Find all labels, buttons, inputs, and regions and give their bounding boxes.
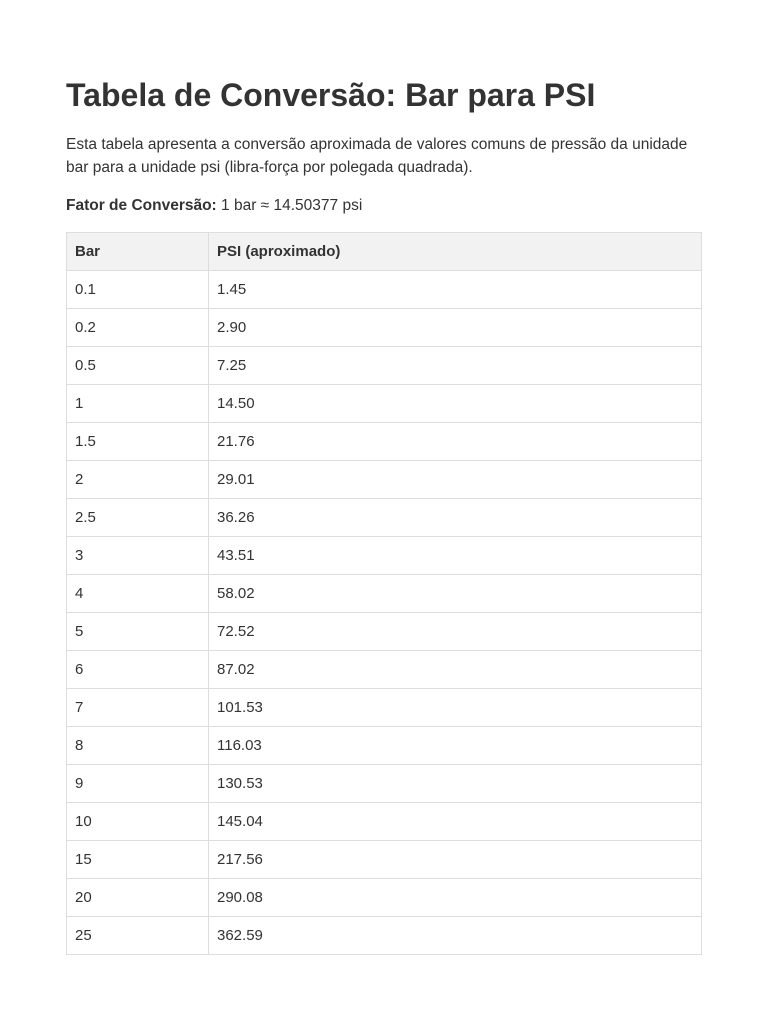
cell-psi: 58.02 [209, 575, 702, 613]
cell-psi: 72.52 [209, 613, 702, 651]
table-row [67, 423, 702, 461]
cell-psi: 87.02 [209, 651, 702, 689]
conversion-table [66, 232, 702, 955]
cell-bar: 8 [67, 727, 209, 765]
table-row [67, 879, 702, 917]
table-row [67, 765, 702, 803]
cell-bar: 2.5 [67, 499, 209, 537]
page-title: Tabela de Conversão: Bar para PSI [66, 77, 596, 113]
cell-psi: 14.50 [209, 385, 702, 423]
header-bar: Bar [67, 233, 209, 271]
table-row [67, 385, 702, 423]
table-row [67, 613, 702, 651]
cell-bar: 7 [67, 689, 209, 727]
cell-psi: 7.25 [209, 347, 702, 385]
intro-paragraph: Esta tabela apresenta a conversão aproximada de valores comuns de pressão da unidade bar para a unidade psi (libra-força por polegada quadrada). [66, 136, 688, 176]
table-row [67, 651, 702, 689]
table-row [67, 689, 702, 727]
table-body [67, 271, 702, 955]
table-row [67, 803, 702, 841]
cell-psi: 101.53 [209, 689, 702, 727]
cell-bar: 0.1 [67, 271, 209, 309]
table-row [67, 537, 702, 575]
table-row [67, 271, 702, 309]
cell-bar: 9 [67, 765, 209, 803]
cell-psi: 217.56 [209, 841, 702, 879]
conversion-factor-value: 1 bar ≈ 14.50377 psi [216, 197, 363, 214]
table-row [67, 917, 702, 955]
cell-bar: 15 [67, 841, 209, 879]
cell-psi: 130.53 [209, 765, 702, 803]
conversion-factor-label: Fator de Conversão: [66, 197, 217, 214]
table-row [67, 309, 702, 347]
cell-psi: 116.03 [209, 727, 702, 765]
cell-bar: 3 [67, 537, 209, 575]
cell-bar: 1 [67, 385, 209, 423]
cell-psi: 145.04 [209, 803, 702, 841]
cell-psi: 29.01 [209, 461, 702, 499]
table-row [67, 461, 702, 499]
cell-bar: 4 [67, 575, 209, 613]
table-row [67, 727, 702, 765]
table-row [67, 841, 702, 879]
cell-bar: 0.5 [67, 347, 209, 385]
table-row [67, 347, 702, 385]
cell-psi: 43.51 [209, 537, 702, 575]
cell-psi: 362.59 [209, 917, 702, 955]
header-psi: PSI (aproximado) [209, 233, 702, 271]
conversion-factor [66, 194, 702, 217]
cell-bar: 10 [67, 803, 209, 841]
cell-psi: 36.26 [209, 499, 702, 537]
cell-psi: 2.90 [209, 309, 702, 347]
cell-psi: 1.45 [209, 271, 702, 309]
cell-bar: 2 [67, 461, 209, 499]
cell-bar: 25 [67, 917, 209, 955]
cell-psi: 290.08 [209, 879, 702, 917]
cell-bar: 5 [67, 613, 209, 651]
cell-bar: 0.2 [67, 309, 209, 347]
cell-bar: 6 [67, 651, 209, 689]
cell-bar: 1.5 [67, 423, 209, 461]
cell-psi: 21.76 [209, 423, 702, 461]
table-row [67, 499, 702, 537]
cell-bar: 20 [67, 879, 209, 917]
table-row [67, 575, 702, 613]
table-header-row [67, 233, 702, 271]
